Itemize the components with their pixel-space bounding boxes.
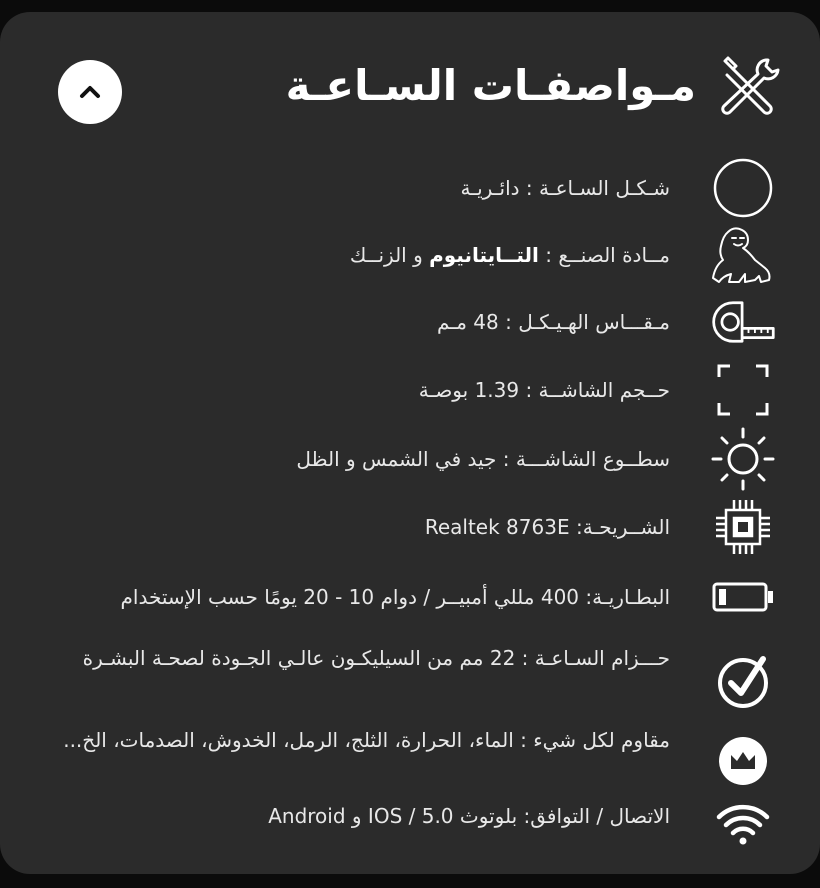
spec-text: مـقـــاس الهـيـكـل : 48 مـم [437,310,670,334]
collapse-button[interactable] [58,60,122,124]
screen-corners-icon [716,363,770,417]
spec-highlight: التــايتانيوم [429,243,539,267]
spec-row-battery [0,564,820,630]
spec-text: الاتصال / التوافق: بلوتوث 5.0 / IOS و Android [268,804,670,828]
check-circle-icon [715,653,771,709]
crown-badge-icon [717,735,769,787]
spec-text: سطــوع الشاشـــة : جيد في الشمس و الظل [296,447,670,471]
wifi-icon [715,803,771,847]
spec-row-size [0,289,820,355]
sun-icon [710,426,776,492]
specs-card [0,12,820,874]
spec-suffix: و الزنــك [349,243,430,267]
spec-label: مــادة الصنــع : [538,243,670,267]
battery-icon [712,582,774,612]
page-title: مـواصفـات السـاعـة [285,61,696,110]
spec-text: الشــريحـة: Realtek 8763E [424,515,670,539]
spec-row-shape [0,155,820,221]
tools-icon [714,52,780,118]
chevron-up-icon [78,84,102,100]
spec-text: شـكـل السـاعـة : دائـريـة [460,176,670,200]
spec-text: حــجم الشاشــة : 1.39 بوصـة [418,378,670,402]
spec-text: حـــزام السـاعـة : 22 مم من السيليكـون عالـي الجـودة لصحـة البشـرة [82,646,670,670]
spec-row-material [0,222,820,288]
spec-row-screen [0,357,820,423]
spec-row-connectivity [0,792,820,858]
circle-outline-icon [712,157,774,219]
spec-row-brightness [0,426,820,492]
tape-measure-icon [710,297,776,347]
spec-text-material [350,239,670,271]
chip-icon [712,496,774,558]
spec-row-chip [0,494,820,560]
spec-text: مقاوم لكل شيء : الماء، الحرارة، الثلج، الرمل، الخدوش، الصدمات، الخ... [63,728,670,752]
specs-header [0,12,820,162]
gorilla-icon [710,224,776,286]
spec-text: البطـاريـة: 400 مللي أمبيــر / دوام 10 - 20 يومًا حسب الإستخدام [120,585,670,609]
spec-row-strap [0,642,820,722]
